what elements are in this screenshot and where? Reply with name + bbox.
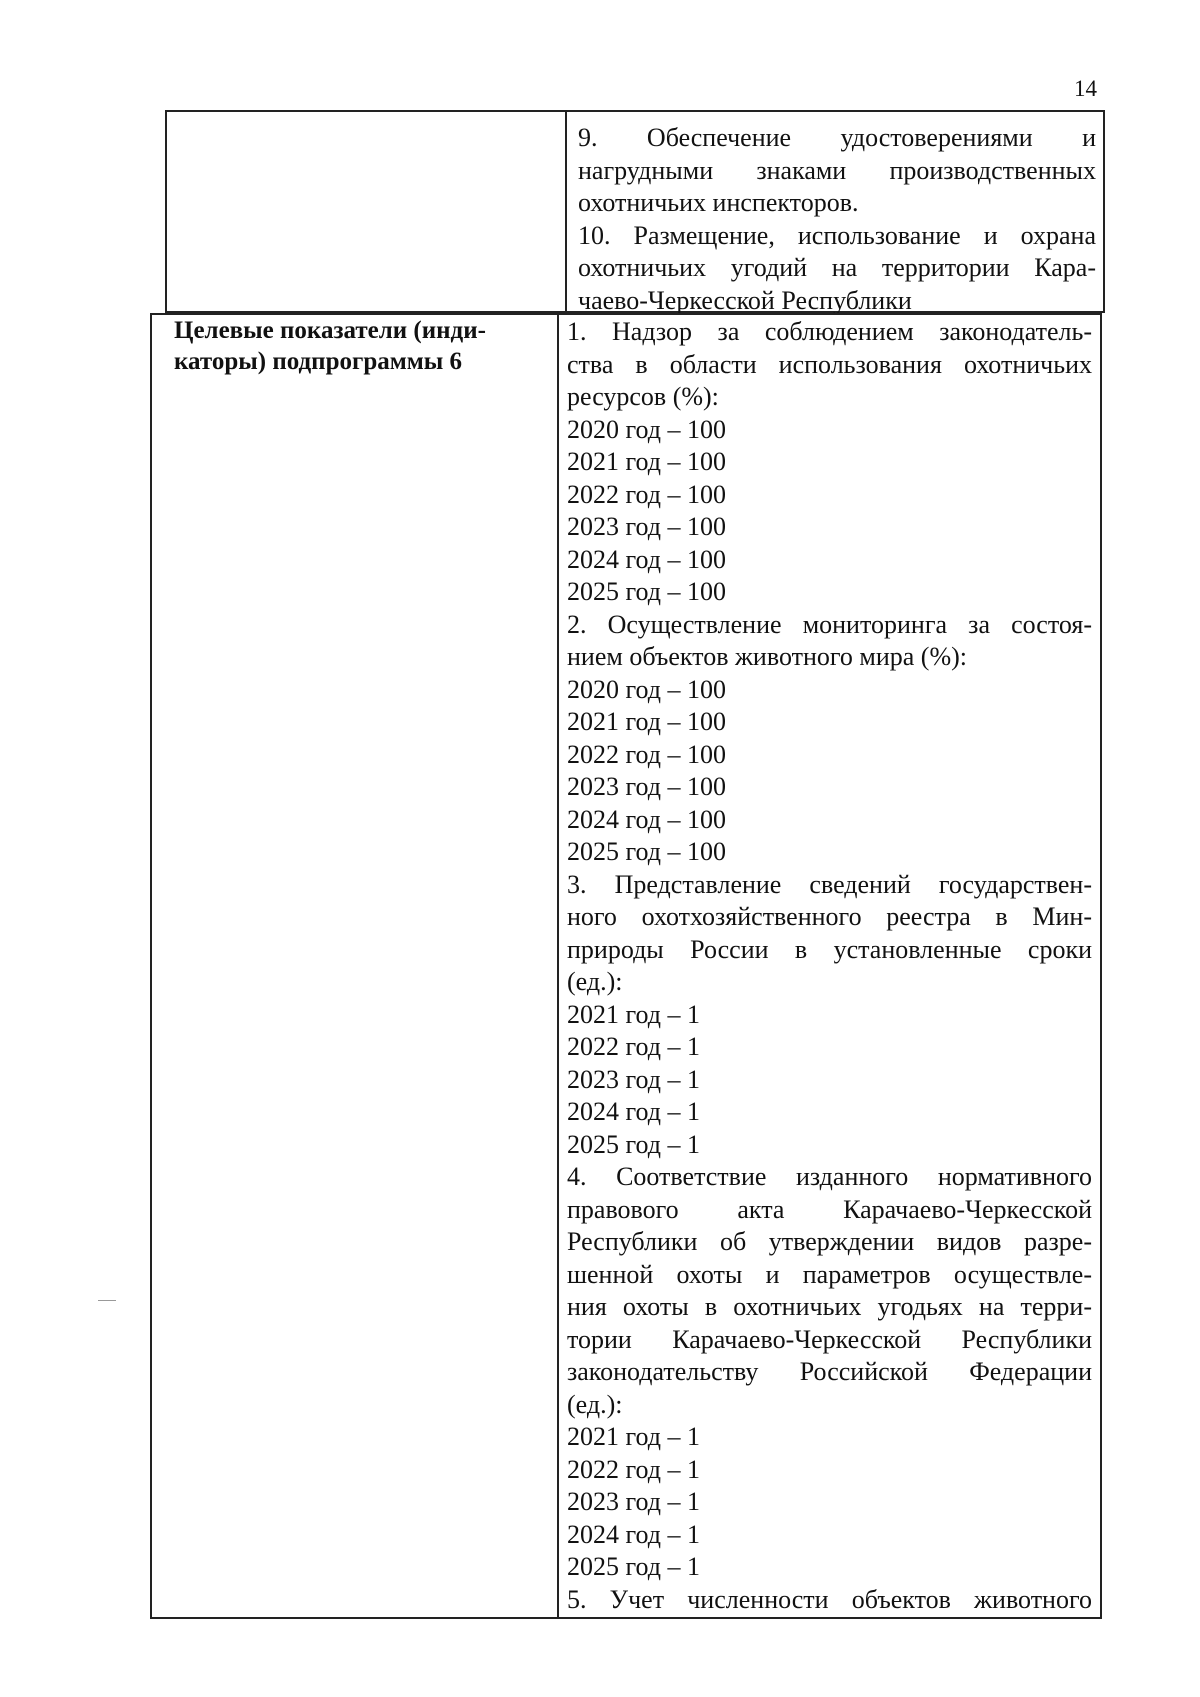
item-4-year-value: 2023 год – 1: [567, 1487, 700, 1516]
item-10-line-3: чаево-Черкесской Республики: [578, 285, 912, 315]
indicators-label-line-1: Целевые показатели (инди-: [174, 317, 486, 344]
item-3-heading-line-3: природы России в установленные сроки: [567, 934, 1092, 964]
item-3-year-value: 2024 год – 1: [567, 1097, 700, 1126]
item-1-heading-line-3: ресурсов (%):: [567, 382, 719, 411]
item-1-year-value: 2022 год – 100: [567, 479, 726, 509]
item-10-line-2: охотничьих угодий на территории Кара-: [578, 253, 1096, 282]
item-3-heading-line-1: 3. Представление сведений государствен-: [567, 869, 1092, 899]
item-2-heading-line-1: 2. Осуществление мониторинга за состоя-: [567, 609, 1092, 639]
item-9-line-2: нагрудными знаками производственных: [578, 155, 1096, 185]
column-divider: [557, 313, 559, 1617]
item-10-line-1: 10. Размещение, использование и охрана: [578, 220, 1096, 250]
page-number: 14: [1074, 76, 1097, 101]
item-9-line-1: 9. Обеспечение удостоверениями и: [578, 123, 1096, 152]
column-divider: [565, 112, 567, 311]
item-3-year-value: 2021 год – 1: [567, 999, 700, 1029]
item-2-year-value: 2023 год – 100: [567, 772, 726, 801]
item-4-heading-line-4: шенной охоты и параметров осуществле-: [567, 1259, 1092, 1289]
item-4-year-value: 2021 год – 1: [567, 1422, 700, 1451]
item-3-year-value: 2023 год – 1: [567, 1064, 700, 1094]
item-2-heading-line-2: нием объектов животного мира (%):: [567, 642, 968, 671]
item-9-line-3: охотничьих инспекторов.: [578, 188, 859, 217]
item-3-year-value: 2022 год – 1: [567, 1032, 700, 1061]
item-4-year-value: 2024 год – 1: [567, 1519, 700, 1549]
item-3-heading-line-4: (ед.):: [567, 967, 623, 996]
item-3-year-value: 2025 год – 1: [567, 1129, 700, 1159]
table-indicators: [150, 313, 1102, 1619]
item-2-year-value: 2020 год – 100: [567, 674, 726, 704]
item-2-year-value: 2025 год – 100: [567, 837, 726, 866]
item-4-heading-line-1: 4. Соответствие изданного нормативного: [567, 1162, 1092, 1191]
item-1-year-value: 2020 год – 100: [567, 414, 726, 444]
item-2-year-value: 2024 год – 100: [567, 804, 726, 834]
indicators-label-line-2: каторы) подпрограммы 6: [174, 348, 463, 375]
indicators-label: [174, 315, 539, 377]
item-1-heading-line-2: ства в области использования охотничьих: [567, 349, 1092, 379]
item-4-heading-line-8: (ед.):: [567, 1389, 623, 1419]
item-2-year-value: 2022 год – 100: [567, 739, 726, 769]
item-4-year-value: 2025 год – 1: [567, 1552, 700, 1581]
item-5-heading-line-1: 5. Учет численности объектов животного: [567, 1584, 1092, 1614]
item-1-year-value: 2025 год – 100: [567, 577, 726, 606]
item-2-year-value: 2021 год – 100: [567, 707, 726, 736]
item-4-heading-line-5: ния охоты в охотничьих угодьях на терри-: [567, 1292, 1092, 1321]
indicators-values-cell: [567, 316, 1092, 1616]
item-4-heading-line-3: Республики об утверждении видов разре-: [567, 1227, 1092, 1256]
item-1-year-value: 2021 год – 100: [567, 447, 726, 476]
activities-cell: [578, 122, 1096, 317]
item-1-year-value: 2023 год – 100: [567, 512, 726, 541]
item-1-heading-line-1: 1. Надзор за соблюдением законодатель-: [567, 317, 1092, 346]
item-4-year-value: 2022 год – 1: [567, 1454, 700, 1484]
scan-mark: [98, 1300, 116, 1301]
table-continuation-top: [165, 110, 1105, 313]
item-4-heading-line-7: законодательству Российской Федерации: [567, 1357, 1092, 1386]
item-1-year-value: 2024 год – 100: [567, 544, 726, 574]
item-4-heading-line-6: тории Карачаево-Черкесской Республики: [567, 1324, 1092, 1354]
item-4-heading-line-2: правового акта Карачаево-Черкесской: [567, 1194, 1092, 1224]
item-3-heading-line-2: ного охотхозяйственного реестра в Мин-: [567, 902, 1092, 931]
